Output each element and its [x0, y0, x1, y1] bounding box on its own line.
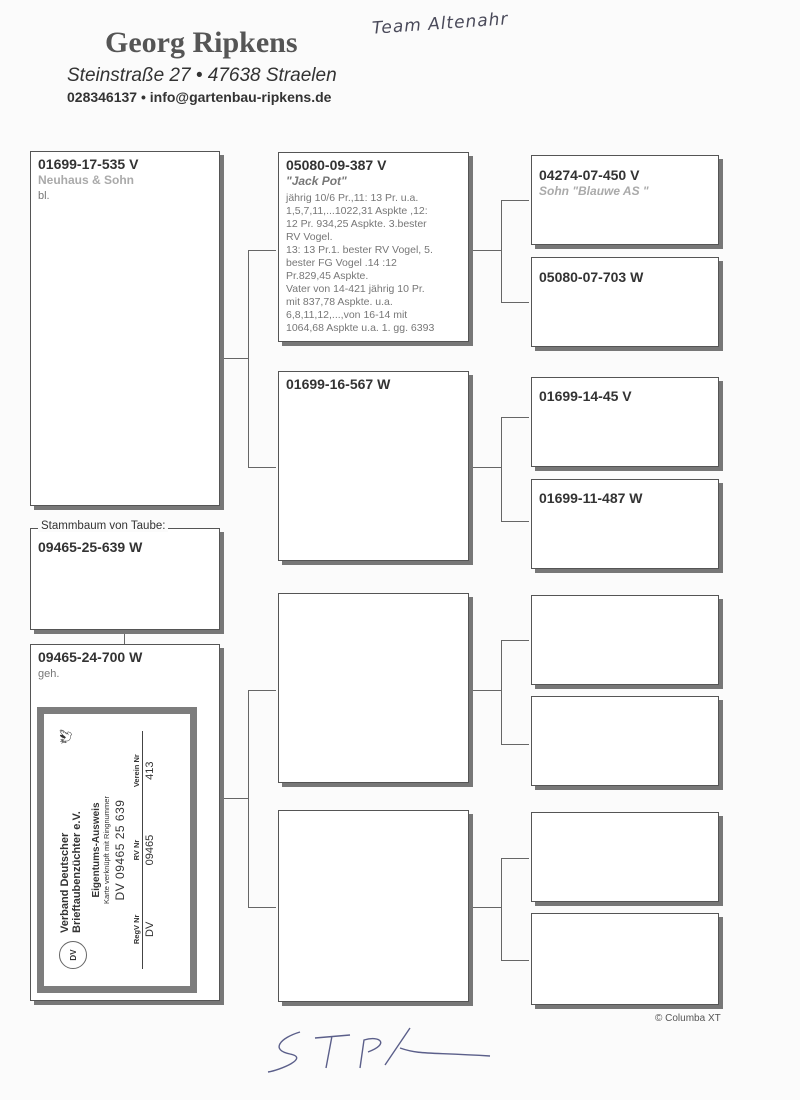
- ff-box: [278, 152, 469, 342]
- ff-description: jährig 10/6 Pr.,11: 13 Pr. u.a. 1,5,7,11,...1022,31 Aspkte ,12: 12 Pr. 934,25 Aspkte. 3.bester RV Vogel. 13: 13 Pr.1. bester RV Vogel, 5. bester FG Vogel .14 :12 Pr.829,45 Aspkte. Vater von 14-421 jährig 10 Pr. mit 837,78 Aspkte. u.a. 6,8,11,12,...,von 16-14 mit 1064,68 Aspkte u.a. 1. gg. 6393: [286, 192, 435, 334]
- card-regv-label: RegV Nr: [132, 890, 143, 969]
- ffm-box: [531, 257, 719, 347]
- fff-ring: 04274-07-450 V: [539, 167, 640, 183]
- mf-box: [278, 593, 469, 783]
- card-verein-value: 413: [144, 761, 156, 780]
- father-color: bl.: [38, 190, 50, 202]
- ff-ring: 05080-09-387 V: [286, 157, 387, 173]
- mmf-box: [531, 812, 719, 902]
- mmm-box: [531, 913, 719, 1005]
- card-rv-label: RV Nr: [132, 810, 143, 889]
- card-regv-value: DV: [144, 921, 156, 937]
- fm-box: [278, 371, 469, 561]
- card-verein-label: Verein Nr: [132, 731, 143, 810]
- subject-ring: 09465-25-639 W: [38, 539, 143, 555]
- father-name: Neuhaus & Sohn: [38, 173, 135, 187]
- father-ring: 01699-17-535 V: [38, 156, 139, 172]
- card-ring: DV 09465 25 639: [113, 799, 127, 901]
- subject-box: [30, 528, 220, 630]
- father-box: [30, 151, 220, 506]
- mm-box: [278, 810, 469, 1002]
- fff-name: Sohn "Blauwe AS ": [539, 184, 649, 198]
- mother-color: geh.: [38, 668, 60, 680]
- subject-label: Stammbaum von Taube:: [38, 520, 168, 532]
- mff-box: [531, 595, 719, 685]
- card-org-line1: Verband Deutscher: [59, 832, 71, 933]
- ownership-card: [37, 707, 197, 993]
- card-title: Eigentums-Ausweis: [91, 802, 102, 898]
- fm-ring: 01699-16-567 W: [286, 376, 391, 392]
- copyright-text: © Columba XT: [655, 1013, 721, 1024]
- fff-box: [531, 155, 719, 245]
- fmf-box: [531, 377, 719, 467]
- mother-ring: 09465-24-700 W: [38, 649, 143, 665]
- pigeon-icon: 🕊: [59, 729, 73, 745]
- signature: [260, 1020, 500, 1080]
- vdb-logo-icon: DV: [59, 941, 87, 969]
- card-rv-value: 09465: [144, 834, 156, 866]
- label-gap: [196, 527, 220, 528]
- fmm-box: [531, 479, 719, 569]
- handwritten-note: Team Altenahr: [371, 9, 510, 39]
- fmf-ring: 01699-14-45 V: [539, 388, 632, 404]
- ffm-ring: 05080-07-703 W: [539, 269, 644, 285]
- ff-name: "Jack Pot": [286, 174, 347, 188]
- mfm-box: [531, 696, 719, 786]
- breeder-name: Georg Ripkens: [105, 26, 298, 59]
- fmm-ring: 01699-11-487 W: [539, 490, 643, 506]
- card-org-line2: Brieftaubenzüchter e.V.: [71, 811, 83, 933]
- card-hint: Karte verknüpft mit Ringnummer: [102, 796, 111, 904]
- breeder-contact: 028346137 • info@gartenbau-ripkens.de: [67, 89, 332, 105]
- breeder-address: Steinstraße 27 • 47638 Straelen: [67, 65, 337, 86]
